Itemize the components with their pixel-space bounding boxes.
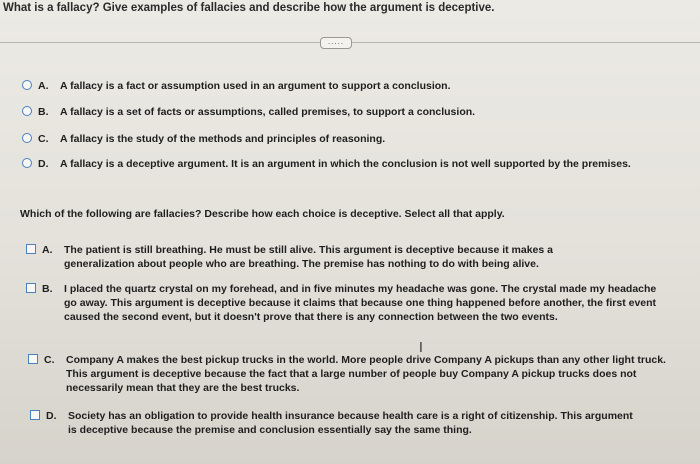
option-text: Company A makes the best pickup trucks in the world. More people drive Company A pickups than any other light truck. This argument is deceptive because the fact that a large number of people buy Company A pickup trucks does not necessarily mean that they are the best trucks.	[66, 354, 666, 394]
checkbox-option-a[interactable]	[26, 243, 626, 271]
option-letter: B.	[42, 283, 53, 295]
radio-option-b[interactable]	[22, 105, 662, 119]
radio-option-d[interactable]	[22, 157, 642, 171]
option-letter: B.	[38, 106, 49, 118]
option-text: A fallacy is a deceptive argument. It is an argument in which the conclusion is not well supported by the premises.	[60, 158, 631, 170]
option-text: I placed the quartz crystal on my forehead, and in five minutes my headache was gone. The crystal made my headache go away. This argument is deceptive because it claims that because one thing happened before another, the first event caused the second event, but it doesn't prove that there is any connection between the two events.	[64, 283, 657, 323]
radio-button[interactable]	[22, 133, 32, 143]
radio-option-a[interactable]	[22, 79, 662, 93]
option-text: The patient is still breathing. He must be still alive. This argument is deceptive because it makes a generalization about people who are breathing. The premise has nothing to do with being alive.	[64, 244, 553, 270]
expand-more-button[interactable]: .....	[320, 37, 352, 49]
checkbox[interactable]	[26, 244, 36, 254]
option-text: A fallacy is a fact or assumption used in an argument to support a conclusion.	[60, 80, 451, 92]
question-text: What is a fallacy? Give examples of fallacies and describe how the argument is deceptive.	[3, 2, 495, 14]
option-letter: D.	[38, 158, 49, 170]
radio-button[interactable]	[22, 80, 32, 90]
radio-option-c[interactable]	[22, 132, 662, 146]
option-letter: A.	[42, 244, 53, 256]
option-text: Society has an obligation to provide health insurance because health care is a right of citizenship. This argument is deceptive because the premise and conclusion essentially say the same thing.	[68, 410, 633, 436]
sub-question-text: Which of the following are fallacies? Describe how each choice is deceptive. Select all that apply.	[20, 208, 505, 220]
option-text: A fallacy is the study of the methods and principles of reasoning.	[60, 133, 386, 145]
option-letter: A.	[38, 80, 49, 92]
radio-button[interactable]	[22, 158, 32, 168]
radio-button[interactable]	[22, 106, 32, 116]
checkbox-option-c[interactable]	[28, 353, 668, 395]
option-letter: D.	[46, 410, 57, 422]
checkbox-option-d[interactable]	[30, 409, 640, 437]
checkbox[interactable]	[26, 283, 36, 293]
option-letter: C.	[38, 133, 49, 145]
checkbox-option-b[interactable]	[26, 282, 666, 324]
text-cursor-icon: I	[419, 341, 423, 356]
checkbox[interactable]	[28, 354, 38, 364]
option-letter: C.	[44, 354, 55, 366]
option-text: A fallacy is a set of facts or assumptions, called premises, to support a conclusion.	[60, 106, 476, 118]
checkbox[interactable]	[30, 410, 40, 420]
